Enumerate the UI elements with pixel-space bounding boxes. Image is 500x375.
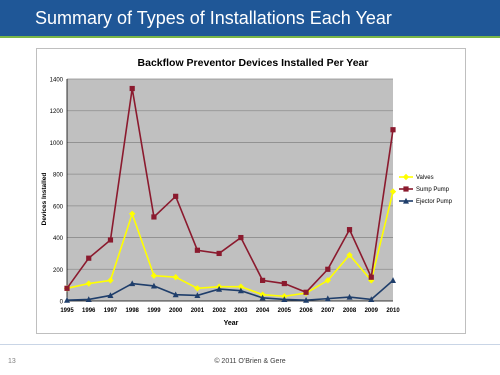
data-point-sump-pump — [238, 235, 243, 240]
data-point-sump-pump — [303, 290, 308, 295]
data-point-sump-pump — [369, 275, 374, 280]
plot-area — [50, 78, 401, 315]
page-number: 13 — [8, 358, 16, 365]
x-tick-label: 1996 — [82, 308, 96, 314]
slide-title: Summary of Types of Installations Each Year — [35, 8, 392, 28]
y-tick-label: 1400 — [49, 77, 63, 84]
x-axis-label: Year — [223, 320, 239, 327]
y-tick-label: 1000 — [49, 140, 63, 147]
chart-title: Backflow Preventor Devices Installed Per Year — [137, 57, 369, 69]
x-tick-label: 2010 — [386, 308, 400, 314]
data-point-sump-pump — [130, 86, 135, 91]
x-tick-label: 1999 — [147, 308, 161, 314]
x-tick-label: 2008 — [342, 308, 357, 314]
x-tick-label: 2003 — [234, 308, 248, 314]
legend — [399, 174, 453, 205]
x-tick-label: 2002 — [212, 308, 226, 314]
y-tick-label: 1200 — [49, 109, 63, 116]
y-tick-label: 0 — [59, 299, 63, 306]
header-accent-rule — [0, 36, 500, 38]
data-point-sump-pump — [86, 256, 91, 261]
plot-background — [67, 79, 393, 301]
data-point-sump-pump — [173, 194, 178, 199]
x-tick-label: 2001 — [190, 308, 205, 314]
x-tick-label: 2000 — [168, 308, 183, 314]
legend-marker-valves — [403, 174, 409, 180]
y-tick-label: 200 — [52, 267, 63, 274]
x-tick-label: 1995 — [60, 308, 74, 314]
x-tick-label: 2009 — [364, 308, 378, 314]
data-point-sump-pump — [282, 281, 287, 286]
y-tick-label: 400 — [52, 236, 63, 243]
x-tick-label: 1997 — [103, 308, 118, 314]
x-tick-label: 1998 — [125, 308, 139, 314]
data-point-sump-pump — [325, 267, 330, 272]
x-tick-label: 2005 — [277, 308, 292, 314]
slide-header — [0, 0, 500, 36]
y-axis-label: Devices Installed — [41, 172, 48, 226]
x-tick-label: 2007 — [321, 308, 335, 314]
data-point-sump-pump — [347, 227, 352, 232]
y-tick-label: 800 — [52, 172, 63, 179]
legend-marker-sump-pump — [403, 186, 408, 191]
legend-label-valves: Valves — [416, 175, 434, 182]
legend-label-sump-pump: Sump Pump — [416, 187, 450, 194]
y-tick-label: 600 — [52, 204, 63, 211]
chart — [37, 49, 465, 333]
data-point-sump-pump — [390, 127, 395, 132]
data-point-sump-pump — [260, 278, 265, 283]
x-tick-label: 2004 — [255, 308, 270, 314]
data-point-sump-pump — [217, 251, 222, 256]
data-point-sump-pump — [151, 214, 156, 219]
x-tick-label: 2006 — [299, 308, 313, 314]
chart-frame — [36, 48, 466, 334]
legend-label-ejector-pump: Ejector Pump — [416, 199, 453, 206]
data-point-sump-pump — [195, 248, 200, 253]
data-point-sump-pump — [64, 286, 69, 291]
copyright-notice: © 2011 O'Brien & Gere — [214, 358, 286, 365]
footer-rule — [0, 344, 500, 345]
data-point-sump-pump — [108, 237, 113, 242]
